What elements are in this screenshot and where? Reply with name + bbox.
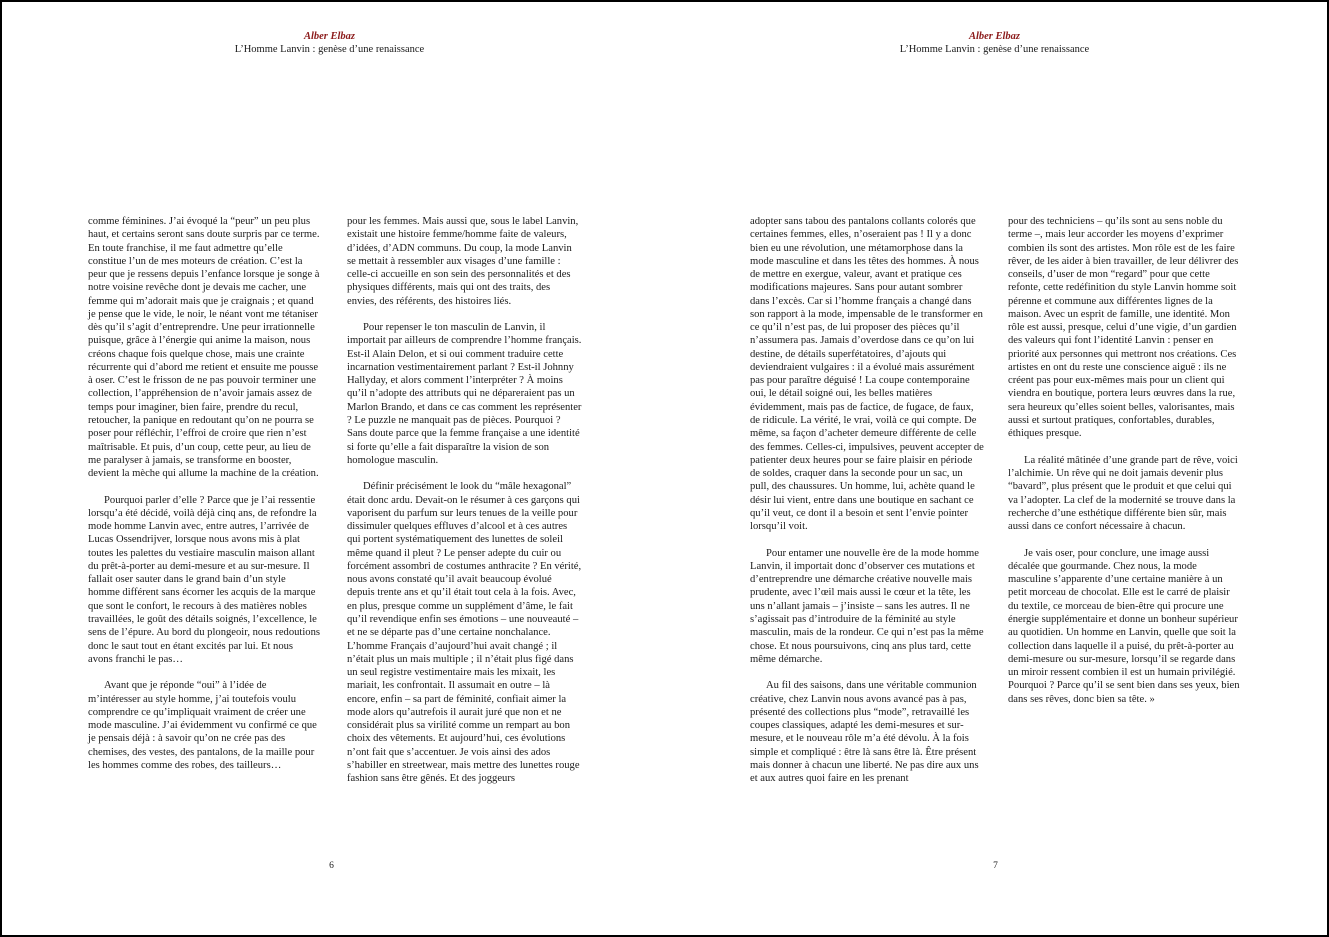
paragraph: adopter sans tabou des pantalons collants colorés que certaines femmes, elles, n’oseraient pas ! Il y a donc bien eu une révolution, une métamorphose dans la mode masculine et dans les têtes des hommes. À nous de mettre en exergue, valeur, avant et pratique ces modifications majeures. Sans pour autant sombrer dans l’excès. Car si l’homme français a changé dans son rapport à la mode, impensable de le transformer en ce qu’il n’est pas, de lui proposer des pièces qu’il n’assumera pas. Jamais d’overdose dans ce qu’on lui destine, de détails superfétatoires, d’ajouts qui deviendraient vulgaires : il a évolué mais assurément pas pour paraître déguisé ! La coupe contemporaine oui, le détail soigné oui, les belles matières évidemment, mais pas de factice, de fugace, de faux, de ridicule. La vérité, le vrai, voilà ce qui compte. De même, sa façon d’acheter demeure différente de celle des femmes. Celles-ci, impulsives, peuvent accepter de patienter deux heures pour se faire plaisir en période de soldes, craquer dans la seconde pour un sac, un pull, des chaussures. Un homme, lui, achète quand le désir lui vient, entre dans une boutique en sachant ce qu’il veut, ce dont il a besoin et sent l’envie pointer lorsqu’il voit.	[750, 216, 984, 533]
paragraph: Au fil des saisons, dans une véritable communion créative, chez Lanvin nous avons avancé pas à pas, présenté des collections plus “mode”, retravaillé les coupes classiques, adapté les demi-mesures et sur-mesure, et le nouveau rôle m’a été dévolu. À la fois simple et compliqué : être là sans être là. Être présent mais donner à chacun une liberté. Ne pas dire aux uns et aux autres quoi faire en les prenant	[750, 680, 979, 785]
running-header	[663, 31, 1326, 56]
paragraph: pour les femmes. Mais aussi que, sous le label Lanvin, existait une histoire femme/homme faite de valeurs, d’idées, d’ADN communs. Du coup, la mode Lanvin se mettait à ressembler aux visages d’une famille : celle-ci accueille en son sein des personnalités et des physiques différents, mais qui ont des traits, des envies, des référents, des histoires liés.	[347, 216, 579, 307]
paragraph: Pour repenser le ton masculin de Lanvin, il importait par ailleurs de comprendre l’homme français. Est-il Alain Delon, et si oui comment traduire cette incarnation vestimentairement parlant ? Est-il Johnny Hallyday, et alors comment l’interpréter ? À moins qu’il n’adopte des attributs qui ne dépareraient pas un Marlon Brando, et dans ce cas comment les représenter ? Le puzzle ne manquait pas de pièces. Pourquoi ? Sans doute parce que la femme française a une identité si forte qu’elle a fait disparaître la vision de son homologue masculin.	[347, 322, 582, 466]
header-subtitle: L’Homme Lanvin : genèse d’une renaissance	[234, 44, 425, 55]
header-subtitle: L’Homme Lanvin : genèse d’une renaissance	[899, 44, 1090, 55]
text-column-2	[347, 215, 582, 785]
running-header	[0, 31, 661, 56]
page-number: 7	[993, 861, 998, 871]
left-page	[2, 2, 665, 935]
paragraph: Je vais oser, pour conclure, une image aussi décalée que gourmande. Chez nous, la mode masculine s’apparente d’une certaine manière à un petit morceau de chocolat. Elle est le carré de plaisir du textile, ce morceau de bien-être qui procure une énergie supplémentaire et donne un bonheur supérieur au quotidien. Un homme en Lanvin, quelle que soit la collection dans laquelle il a puisé, du prêt-à-porter au demi-mesure ou sur-mesure, lorsqu’il se regarde dans un miroir ressent combien il est un humain privilégié. Pourquoi ? Parce qu’il se sent bien dans ses yeux, bien dans ses rêves, donc bien sa tête. »	[1008, 547, 1240, 705]
text-column-1	[88, 215, 320, 772]
paragraph: Avant que je réponde “oui” à l’idée de m’intéresser au style homme, j’ai toutefois voulu comprendre ce qu’impliquait vraiment de créer une mode masculine. J’ai évidemment vu confirmé ce que je pensais déjà : à savoir qu’on ne crée pas des chemises, des vestes, des pantalons, de la maille pour les hommes comme des robes, des tailleurs…	[88, 680, 317, 771]
paragraph: pour des techniciens – qu’ils sont au sens noble du terme –, mais leur accorder les moyens d’exprimer combien ils sont des artistes. Mon rôle est de les faire rêver, de les aider à bien travailler, de leur délivrer des conseils, d’user de mon “regard” pour que cette refonte, cette redéfinition du style Lanvin homme soit pérenne et commune aux différentes lignes de la maison. Avec un esprit de famille, une identité. Mon rôle est aussi, presque, celui d’une vigie, d’un gardien des valeurs qui font l’identité Lanvin : penser en priorité aux personnes qui mettront nos créations. Ces artistes en ont du reste une conscience aiguë : ils ne créent pas pour eux-mêmes mais pour un client qui viendra en boutique, portera leurs œuvres dans la rue, sera heureux qu’elles soient belles, valorisantes, mais aussi et surtout pratiques, confortables, durables, éthiques presque.	[1008, 216, 1239, 440]
header-author: Alber Elbaz	[968, 31, 1021, 42]
header-author: Alber Elbaz	[303, 31, 356, 42]
paragraph: Pour entamer une nouvelle ère de la mode homme Lanvin, il importait donc d’observer ces mutations et d’entreprendre une démarche créative nouvelle mais prudente, avec l’œil mais aussi le cœur et la tête, les uns n’allant jamais – j’insiste – sans les autres. Il ne s’agissait pas d’introduire de la féminité au style masculin, mais de la rondeur. Ce qui n’est pas la même chose. Et nous poursuivons, cinq ans plus tard, cette même démarche.	[750, 547, 984, 665]
paragraph: comme féminines. J’ai évoqué la “peur” un peu plus haut, et certains seront sans doute surpris par ce terme. En toute franchise, il me faut admettre qu’elle constitue l’un de mes moteurs de création. C’est la peur que je ressens depuis l’enfance lorsque je songe à notre voisine revêche dont je devais me cacher, une femme qui m’adorait mais que je craignais ; et quand je pense que le vide, le noir, le néant vont me tétaniser dès qu’il s’agit d’entreprendre. Une peur irrationnelle puisque, grâce à l’énergie qui anime la maison, nous créons chaque fois quelque chose, mais une crainte récurrente qui d’abord me retient et ensuite me pousse à oser. C’est le frisson de ne pas pouvoir terminer une collection, l’appréhension de n’avoir jamais assez de temps pour imaginer, bien faire, prendre du recul, retoucher, la panique en redoutant qu’on ne pourra se poser pour réfléchir, l’effroi de croire que rien n’est maîtrisable. Et puis, d’un coup, cette peur, au lieu de me paralyser à jamais, se transforme en booster, devient la mèche qui allume la machine de la création.	[88, 216, 320, 480]
right-page	[665, 2, 1328, 935]
paragraph: La réalité mâtinée d’une grande part de rêve, voici l’alchimie. Un rêve qui ne doit jamais devenir plus “bavard”, plus présent que le produit et que celui qui va l’adopter. La clef de la modernité se trouve dans la recherche d’une esthétique différente bien sûr, mais aussi dans ce confort nécessaire à chacun.	[1008, 454, 1238, 533]
paragraph: Définir précisément le look du “mâle hexagonal” était donc ardu. Devait-on le résumer à ces garçons qui vaporisent du parfum sur leurs tenues de la veille pour dissimuler quelques effluves d’alcool et à ces autres qui portent systématiquement des lunettes de soleil même quand il pleut ? Le penser adepte du cuir ou forcément assombri de costumes anthracite ? En vérité, nous avons constaté qu’il avait beaucoup évolué depuis trente ans et qu’il était tout cela à la fois. Avec, en plus, presque comme un supplément d’âme, le fait qu’il revendique enfin ses émotions – une nouveauté – et ne se départe pas d’une certaine nonchalance. L’homme Français d’aujourd’hui avait changé ; il n’était plus un mais multiple ; il n’était plus figé dans un seul registre vestimentaire mais les mixait, les mariait, les confrontait. Il assumait en outre – là encore, enfin – sa part de féminité, confiait aimer la mode alors qu’autrefois il aurait juré que non et ne considérait plus sa virilité comme un rempart au bon choix des vêtements. Et aujourd’hui, ces évolutions n’ont fait que s’accentuer. Je vois ainsi des ados s’habiller en streetwear, mais mettre des lunettes rouge fashion sans être gênés. Et des joggeurs	[347, 481, 582, 785]
page-number: 6	[329, 861, 334, 871]
text-column-1	[750, 215, 984, 785]
paragraph: Pourquoi parler d’elle ? Parce que je l’ai ressentie lorsqu’a été décidé, voilà déjà cinq ans, de refondre la mode homme Lanvin avec, entre autres, l’arrivée de Lucas Ossendrijver, lorsque nous avons mis à plat toutes les palettes du vestiaire masculin maison allant du prêt-à-porter au demi-mesure et au sur-mesure. Il fallait oser sauter dans le grand bain d’un style homme différent sans écorner les acquis de la marque que sont le confort, le recours à des matières nobles travaillées, le goût des détails soignés, l’excellence, le sens de l’épure. Au bord du plongeoir, nous redoutions donc le saut tout en étant excités par lui. Et nous avons franchi le pas…	[88, 494, 321, 665]
text-column-2	[1008, 215, 1240, 706]
